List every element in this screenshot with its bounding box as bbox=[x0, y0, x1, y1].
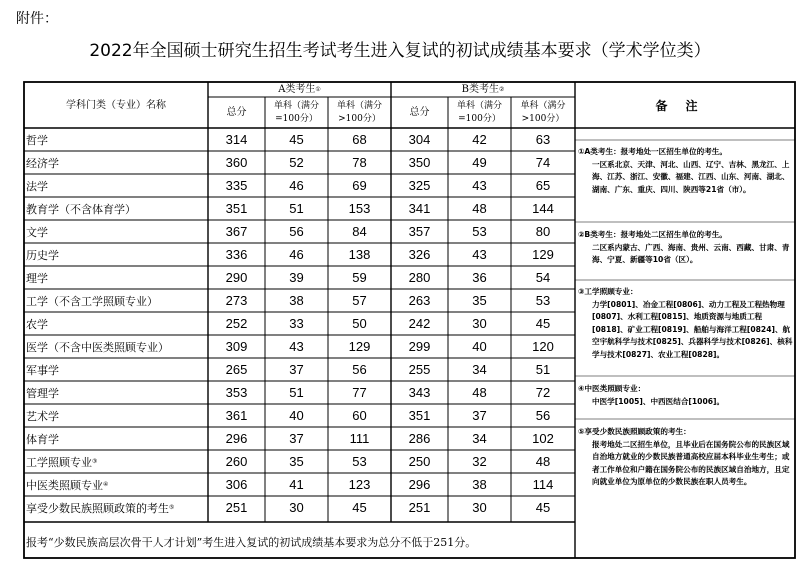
score-cell-a-total: 353 bbox=[225, 385, 248, 400]
score-cell-a-s100: 37 bbox=[289, 362, 304, 377]
score-cell-a-s100: 46 bbox=[289, 178, 304, 193]
score-cell-a-s100: 40 bbox=[289, 408, 304, 423]
score-cell-b-total: 280 bbox=[408, 270, 431, 285]
score-cell-a-sgt100: 78 bbox=[352, 155, 367, 170]
group-b-header bbox=[391, 82, 575, 97]
score-cell-a-sgt100: 111 bbox=[349, 431, 370, 446]
score-cell-a-s100: 46 bbox=[289, 247, 304, 262]
score-cell-b-sgt100: 114 bbox=[532, 477, 554, 492]
note-a-head: ①A类考生：报考地处一区招生单位的考生。 bbox=[578, 147, 727, 156]
b-single-100-line1: 单科（满分 bbox=[456, 100, 502, 111]
score-cell-a-sgt100: 123 bbox=[348, 477, 371, 492]
score-cell-b-total: 351 bbox=[408, 408, 431, 423]
score-cell-a-sgt100: 69 bbox=[352, 178, 367, 193]
discipline-name bbox=[26, 404, 59, 427]
discipline-name-text: 工学照顾专业 bbox=[26, 455, 92, 469]
score-cell-b-s100: 30 bbox=[472, 500, 487, 515]
b-single-gt100-header bbox=[511, 97, 575, 128]
score-cell-a-sgt100: 84 bbox=[352, 224, 367, 239]
note-b-head: ②B类考生：报考地处二区招生单位的考生。 bbox=[578, 230, 727, 239]
a-single-gt100-header bbox=[328, 97, 391, 128]
score-cell-b-s100: 30 bbox=[472, 316, 487, 331]
score-cell-b-sgt100: 129 bbox=[532, 247, 554, 262]
score-cell-a-sgt100: 57 bbox=[352, 293, 367, 308]
score-cell-b-s100: 48 bbox=[472, 385, 487, 400]
score-cell-a-total: 361 bbox=[225, 408, 248, 423]
discipline-name-text: 医学（不含中医类照顾专业） bbox=[26, 340, 169, 354]
score-cell-b-sgt100: 72 bbox=[535, 385, 551, 400]
score-cell-b-sgt100: 56 bbox=[535, 408, 551, 423]
discipline-name-text: 历史学 bbox=[26, 248, 59, 262]
discipline-name bbox=[26, 427, 59, 450]
score-cell-b-s100: 40 bbox=[472, 339, 487, 354]
score-cell-b-total: 299 bbox=[408, 339, 431, 354]
discipline-name bbox=[26, 243, 59, 266]
score-cell-b-sgt100: 80 bbox=[535, 224, 551, 239]
score-cell-b-s100: 42 bbox=[472, 132, 487, 147]
note-engineering-body: 力学[0801]、冶金工程[0806]、动力工程及工程热物理[0807]、水利工程[0815]、地质资源与地质工程[0818]、矿业工程[0819]、船舶与海洋工程[0824]、航空宇航科学与技术[0825]、兵器科学与技术[0826]、核科学与技术[0827]、农业工程[0828]。 bbox=[592, 299, 793, 359]
score-cell-b-total: 242 bbox=[408, 316, 431, 331]
score-cell-b-s100: 34 bbox=[472, 362, 487, 377]
score-cell-a-total: 335 bbox=[225, 178, 248, 193]
score-cell-b-sgt100: 48 bbox=[535, 454, 551, 469]
remarks-header: 备注 bbox=[655, 98, 716, 113]
a-single-100-header bbox=[265, 97, 328, 128]
group-b-label: B类考生 bbox=[461, 84, 499, 95]
footnote-mark: ⑤ bbox=[169, 504, 175, 511]
note-minority bbox=[578, 426, 794, 489]
score-cell-a-sgt100: 68 bbox=[352, 132, 367, 147]
group-a-mark: ① bbox=[315, 86, 321, 93]
score-cell-a-total: 309 bbox=[225, 339, 248, 354]
score-cell-a-total: 351 bbox=[225, 201, 248, 216]
note-tcm-body: 中医学[1005]、中西医结合[1006]。 bbox=[592, 396, 725, 406]
score-cell-a-s100: 37 bbox=[289, 431, 304, 446]
score-cell-b-total: 357 bbox=[408, 224, 431, 239]
b-single-gt100-line2: >100分） bbox=[521, 113, 565, 124]
note-tcm bbox=[578, 383, 794, 408]
score-cell-b-total: 341 bbox=[408, 201, 431, 216]
note-tcm-head: ④中医类照顾专业： bbox=[578, 384, 646, 393]
note-engineering-head: ③工学照顾专业： bbox=[578, 287, 638, 296]
a-single-gt100-line2: >100分） bbox=[338, 113, 381, 124]
score-cell-b-sgt100: 144 bbox=[532, 201, 554, 216]
score-cell-b-s100: 35 bbox=[472, 293, 487, 308]
b-single-100-line2: =100分） bbox=[458, 113, 501, 124]
score-cell-a-sgt100: 77 bbox=[352, 385, 367, 400]
score-cell-b-sgt100: 74 bbox=[535, 155, 551, 170]
score-cell-b-sgt100: 65 bbox=[535, 178, 551, 193]
score-cell-b-total: 326 bbox=[408, 247, 431, 262]
score-cell-a-sgt100: 50 bbox=[352, 316, 367, 331]
score-cell-a-total: 252 bbox=[225, 316, 248, 331]
note-minority-head: ⑤享受少数民族照顾政策的考生： bbox=[578, 427, 691, 436]
score-cell-b-total: 255 bbox=[408, 362, 431, 377]
score-cell-a-sgt100: 53 bbox=[352, 454, 367, 469]
discipline-name bbox=[26, 151, 59, 174]
group-b-mark: ② bbox=[498, 86, 505, 93]
discipline-name bbox=[26, 473, 108, 496]
score-cell-a-total: 306 bbox=[225, 477, 248, 492]
score-cell-b-total: 250 bbox=[408, 454, 431, 469]
score-cell-b-sgt100: 54 bbox=[535, 270, 551, 285]
group-a-label: A类考生 bbox=[278, 84, 316, 95]
score-cell-b-s100: 36 bbox=[472, 270, 487, 285]
score-cell-a-total: 336 bbox=[225, 247, 248, 262]
score-cell-a-total: 360 bbox=[225, 155, 248, 170]
score-cell-b-sgt100: 102 bbox=[532, 431, 554, 446]
discipline-name-text: 工学（不含工学照顾专业） bbox=[26, 294, 158, 308]
score-cell-a-total: 296 bbox=[225, 431, 248, 446]
discipline-name bbox=[26, 220, 48, 243]
discipline-name bbox=[26, 496, 174, 519]
a-single-gt100-line1: 单科（满分 bbox=[336, 100, 382, 111]
a-total-header: 总分 bbox=[226, 107, 247, 118]
discipline-name-text: 教育学（不含体育学） bbox=[26, 202, 136, 216]
discipline-name bbox=[26, 289, 158, 312]
score-cell-b-sgt100: 51 bbox=[535, 362, 551, 377]
score-cell-a-sgt100: 129 bbox=[348, 339, 371, 354]
discipline-name-text: 艺术学 bbox=[26, 409, 59, 423]
footnote-mark: ④ bbox=[103, 481, 109, 488]
score-cell-b-s100: 38 bbox=[472, 477, 487, 492]
score-cell-a-sgt100: 153 bbox=[348, 201, 371, 216]
a-single-100-line1: 单科（满分 bbox=[273, 100, 319, 111]
score-cell-a-sgt100: 56 bbox=[352, 362, 367, 377]
score-cell-a-sgt100: 60 bbox=[352, 408, 367, 423]
discipline-name-text: 哲学 bbox=[26, 133, 48, 147]
score-cell-a-s100: 45 bbox=[289, 132, 304, 147]
discipline-name-text: 文学 bbox=[26, 225, 48, 239]
discipline-name-text: 军事学 bbox=[26, 363, 59, 377]
score-cell-a-total: 251 bbox=[225, 500, 248, 515]
discipline-name-text: 理学 bbox=[26, 271, 48, 285]
discipline-name bbox=[26, 128, 48, 151]
score-cell-a-sgt100: 138 bbox=[348, 247, 371, 262]
score-cell-a-total: 290 bbox=[225, 270, 248, 285]
page-title: 2022年全国硕士研究生招生考试考生进入复试的初试成绩基本要求（学术学位类） bbox=[89, 41, 711, 61]
note-engineering bbox=[578, 286, 794, 361]
note-a-class bbox=[578, 146, 794, 196]
discipline-name bbox=[26, 197, 136, 220]
discipline-name-text: 农学 bbox=[26, 317, 48, 331]
score-cell-a-total: 273 bbox=[225, 293, 248, 308]
group-a-header bbox=[208, 82, 391, 97]
discipline-name bbox=[26, 381, 59, 404]
score-cell-b-total: 251 bbox=[408, 500, 431, 515]
score-cell-a-total: 367 bbox=[225, 224, 248, 239]
score-cell-b-sgt100: 45 bbox=[535, 316, 551, 331]
footer-note: 报考“少数民族高层次骨干人才计划”考生进入复试的初试成绩基本要求为总分不低于251分。 bbox=[26, 536, 477, 549]
score-cell-b-s100: 53 bbox=[472, 224, 487, 239]
discipline-name bbox=[26, 266, 48, 289]
score-cell-a-total: 260 bbox=[225, 454, 248, 469]
score-cell-b-total: 263 bbox=[408, 293, 431, 308]
score-cell-b-s100: 32 bbox=[472, 454, 487, 469]
score-cell-a-sgt100: 59 bbox=[352, 270, 367, 285]
b-single-gt100-line1: 单科（满分 bbox=[520, 100, 566, 111]
note-b-body: 二区系内蒙古、广西、海南、贵州、云南、西藏、甘肃、青海、宁夏、新疆等10省（区）。 bbox=[592, 242, 790, 264]
score-cell-a-s100: 56 bbox=[289, 224, 304, 239]
note-b-class bbox=[578, 229, 794, 267]
score-cell-b-s100: 49 bbox=[472, 155, 487, 170]
score-cell-b-s100: 34 bbox=[472, 431, 487, 446]
discipline-name bbox=[26, 358, 59, 381]
note-a-body: 一区系北京、天津、河北、山西、辽宁、吉林、黑龙江、上海、江苏、浙江、安徽、福建、江西、山东、河南、湖北、湖南、广东、重庆、四川、陕西等21省（市）。 bbox=[592, 159, 790, 194]
discipline-name-text: 管理学 bbox=[26, 386, 59, 400]
attachment-label: 附件： bbox=[16, 11, 58, 27]
score-cell-b-total: 296 bbox=[408, 477, 431, 492]
score-cell-b-total: 350 bbox=[408, 155, 431, 170]
footnote-mark: ③ bbox=[92, 458, 98, 465]
note-minority-body: 报考地处二区招生单位，且毕业后在国务院公布的民族区域自治地方就业的少数民族普通高校应届本科毕业生考生；或者工作单位和户籍在国务院公布的民族区域自治地方，且定向就业单位为原单位的少数民族在职人员考生。 bbox=[592, 439, 790, 486]
discipline-header: 学科门类（专业）名称 bbox=[66, 99, 166, 111]
score-cell-b-sgt100: 53 bbox=[535, 293, 551, 308]
discipline-name-text: 体育学 bbox=[26, 432, 59, 446]
discipline-name bbox=[26, 174, 48, 197]
discipline-name-text: 享受少数民族照顾政策的考生 bbox=[26, 501, 169, 515]
score-cell-a-s100: 43 bbox=[289, 339, 304, 354]
score-cell-b-total: 343 bbox=[408, 385, 431, 400]
score-cell-a-s100: 33 bbox=[289, 316, 304, 331]
discipline-name bbox=[26, 312, 48, 335]
score-cell-a-s100: 52 bbox=[289, 155, 304, 170]
score-cell-b-s100: 37 bbox=[472, 408, 487, 423]
score-cell-a-s100: 51 bbox=[289, 201, 304, 216]
score-cell-b-sgt100: 63 bbox=[535, 132, 551, 147]
score-cell-b-sgt100: 45 bbox=[535, 500, 551, 515]
score-cell-a-s100: 38 bbox=[289, 293, 304, 308]
score-cell-a-sgt100: 45 bbox=[352, 500, 367, 515]
score-cell-a-total: 314 bbox=[225, 132, 248, 147]
score-cell-b-s100: 48 bbox=[472, 201, 487, 216]
discipline-name-text: 中医类照顾专业 bbox=[26, 478, 103, 492]
score-cell-b-total: 286 bbox=[408, 431, 431, 446]
score-cell-b-total: 304 bbox=[408, 132, 431, 147]
score-cell-b-s100: 43 bbox=[472, 247, 487, 262]
score-cell-a-s100: 30 bbox=[289, 500, 304, 515]
score-cell-a-s100: 35 bbox=[289, 454, 304, 469]
score-cell-a-s100: 41 bbox=[289, 477, 304, 492]
discipline-name-text: 法学 bbox=[26, 179, 48, 193]
score-cell-b-sgt100: 120 bbox=[532, 339, 554, 354]
discipline-name bbox=[26, 335, 169, 358]
a-single-100-line2: =100分） bbox=[275, 113, 318, 124]
b-single-100-header bbox=[448, 97, 511, 128]
score-cell-a-total: 265 bbox=[225, 362, 248, 377]
score-cell-a-s100: 39 bbox=[289, 270, 304, 285]
score-cell-b-total: 325 bbox=[408, 178, 431, 193]
b-total-header: 总分 bbox=[409, 107, 430, 118]
discipline-name bbox=[26, 450, 97, 473]
discipline-name-text: 经济学 bbox=[26, 156, 59, 170]
score-cell-a-s100: 51 bbox=[289, 385, 304, 400]
score-cell-b-s100: 43 bbox=[472, 178, 487, 193]
